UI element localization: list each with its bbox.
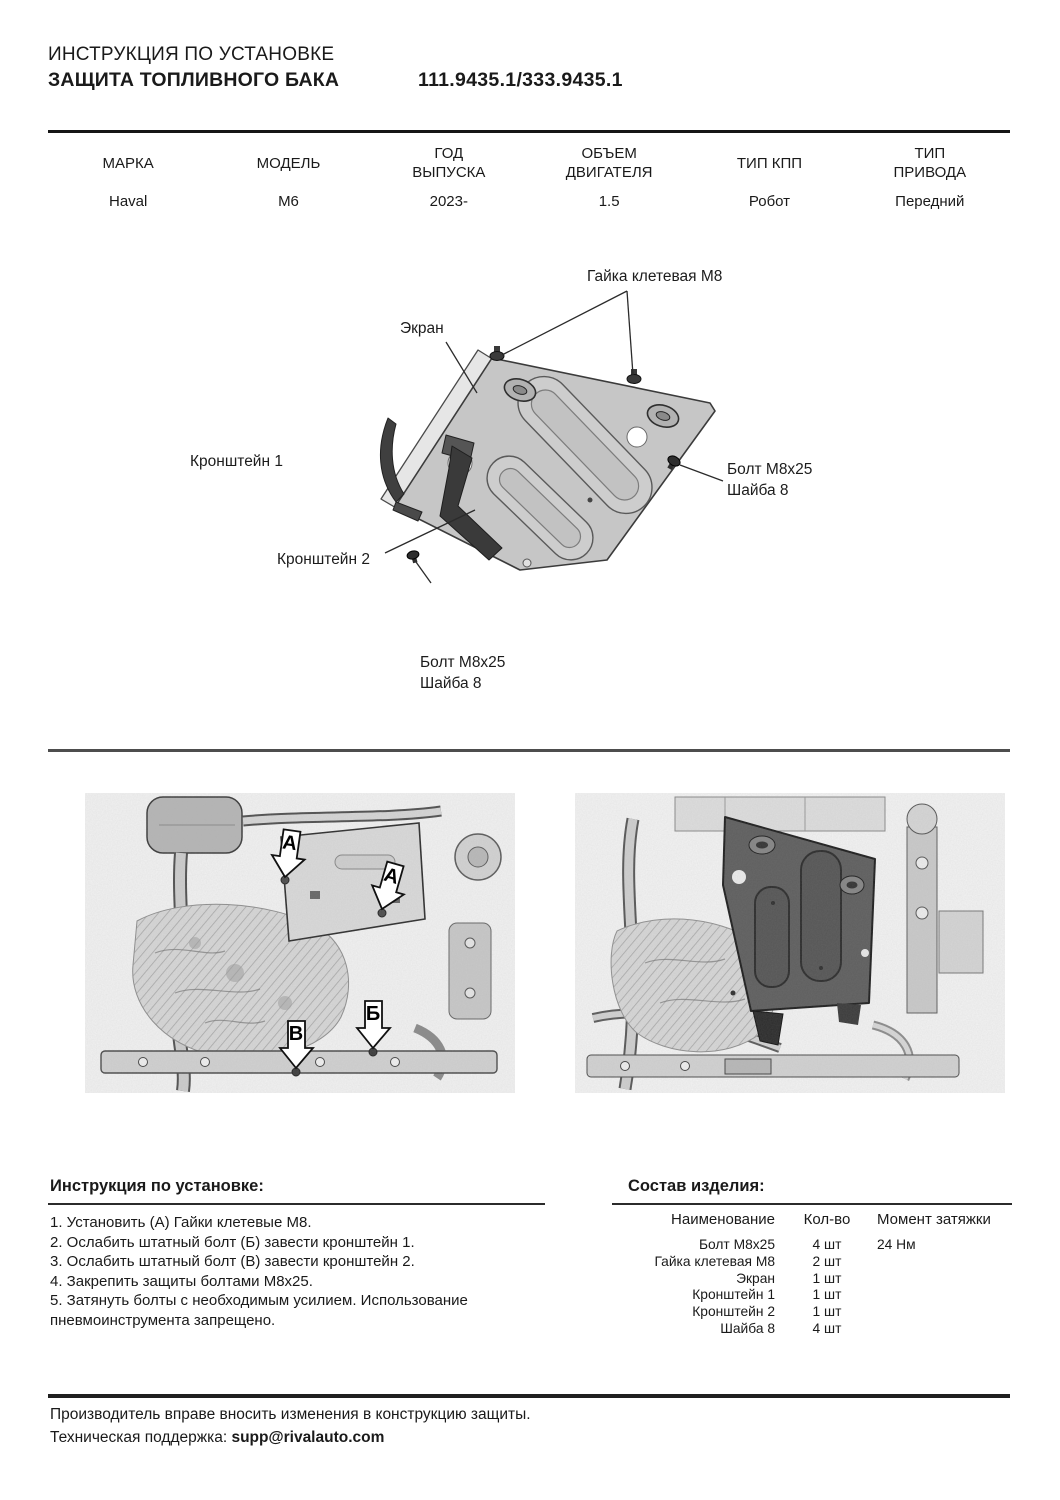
col-model: МОДЕЛЬ xyxy=(256,154,321,172)
step-2: 2. Ослабить штатный болт (Б) завести кронштейн 1. xyxy=(50,1233,415,1251)
footer-support xyxy=(50,1429,384,1447)
step-5: 5. Затянуть болты с необходимым усилием. Использование пневмоинструмента запрещено. xyxy=(50,1292,468,1329)
step-4: 4. Закрепить защиты болтами М8х25. xyxy=(50,1272,313,1290)
bracket-1-part xyxy=(380,418,404,502)
parts-col-torque: Момент затяжки xyxy=(877,1211,991,1228)
parts-row: Кронштейн 2 1 шт xyxy=(692,1304,842,1320)
parts-row: Болт М8х25 4 шт 24 Нм xyxy=(698,1237,916,1252)
photo-installed-shield xyxy=(575,793,1005,1093)
value-year: 2023- xyxy=(429,193,468,210)
part-numbers: 111.9435.1/333.9435.1 xyxy=(418,69,623,91)
footer-disclaimer: Производитель вправе вносить изменения в конструкцию защиты. xyxy=(50,1406,531,1423)
parts-table-body xyxy=(600,1237,1012,1338)
svg-text:А: А xyxy=(281,831,299,856)
support-label: Техническая поддержка: xyxy=(50,1429,232,1446)
parts-row: Гайка клетевая М8 2 шт xyxy=(654,1253,842,1269)
cage-nut-1 xyxy=(490,346,504,361)
parts-row: Шайба 8 4 шт xyxy=(720,1320,842,1336)
footer-rule xyxy=(48,1394,1010,1398)
parts-row: Кронштейн 1 1 шт xyxy=(692,1287,842,1303)
label-bracket-2: Кронштейн 2 xyxy=(277,551,370,568)
value-gearbox: Робот xyxy=(748,193,791,210)
col-brand: МАРКА xyxy=(102,154,154,172)
step-3: 3. Ослабить штатный болт (В) завести кронштейн 2. xyxy=(50,1253,415,1270)
value-engine: 1.5 xyxy=(598,193,620,210)
parts-row: Экран 1 шт xyxy=(736,1270,842,1286)
instructions-underline xyxy=(48,1203,545,1205)
label-bracket-1: Кронштейн 1 xyxy=(190,453,283,470)
svg-text:Б: Б xyxy=(365,1003,381,1025)
product-title: ЗАЩИТА ТОПЛИВНОГО БАКА xyxy=(48,69,340,91)
col-year: ГОД ВЫПУСКА xyxy=(412,145,486,181)
parts-col-name: Наименование xyxy=(671,1211,775,1228)
col-drive: ТИП ПРИВОДА xyxy=(893,145,967,181)
value-drive: Передний xyxy=(895,193,965,210)
vehicle-table-row xyxy=(48,193,1010,210)
parts-underline xyxy=(612,1203,1012,1205)
photo-mounting-points xyxy=(85,793,515,1093)
table-top-rule xyxy=(48,130,1010,133)
instructions-list xyxy=(50,1213,550,1330)
svg-text:А: А xyxy=(381,863,402,889)
instructions-heading: Инструкция по установке: xyxy=(50,1177,264,1195)
doc-type-title: ИНСТРУКЦИЯ ПО УСТАНОВКЕ xyxy=(48,44,335,65)
parts-col-qty: Кол-во xyxy=(803,1211,851,1228)
bolt-bottom-part xyxy=(406,550,421,565)
mid-rule xyxy=(48,749,1010,752)
support-email: supp@rivalauto.com xyxy=(231,1429,385,1446)
label-bolt-right: Болт М8х25 Шайба 8 xyxy=(727,461,813,499)
value-brand: Haval xyxy=(108,193,148,210)
step-1: 1. Установить (А) Гайки клетевые М8. xyxy=(50,1214,312,1231)
svg-text:В: В xyxy=(288,1023,304,1045)
label-bolt-bottom: Болт М8х25 Шайба 8 xyxy=(420,654,506,692)
col-gearbox: ТИП КПП xyxy=(736,154,803,172)
label-cage-nut: Гайка клетевая М8 xyxy=(587,268,723,285)
parts-table-header xyxy=(600,1211,1012,1228)
parts-heading: Состав изделия: xyxy=(628,1177,765,1195)
value-model: М6 xyxy=(278,193,299,210)
plate-hole xyxy=(627,427,647,447)
vehicle-table-header xyxy=(48,140,1010,186)
label-screen: Экран xyxy=(400,320,444,337)
col-engine: ОБЪЕМ ДВИГАТЕЛЯ xyxy=(565,145,653,181)
cage-nut-2 xyxy=(627,369,641,384)
